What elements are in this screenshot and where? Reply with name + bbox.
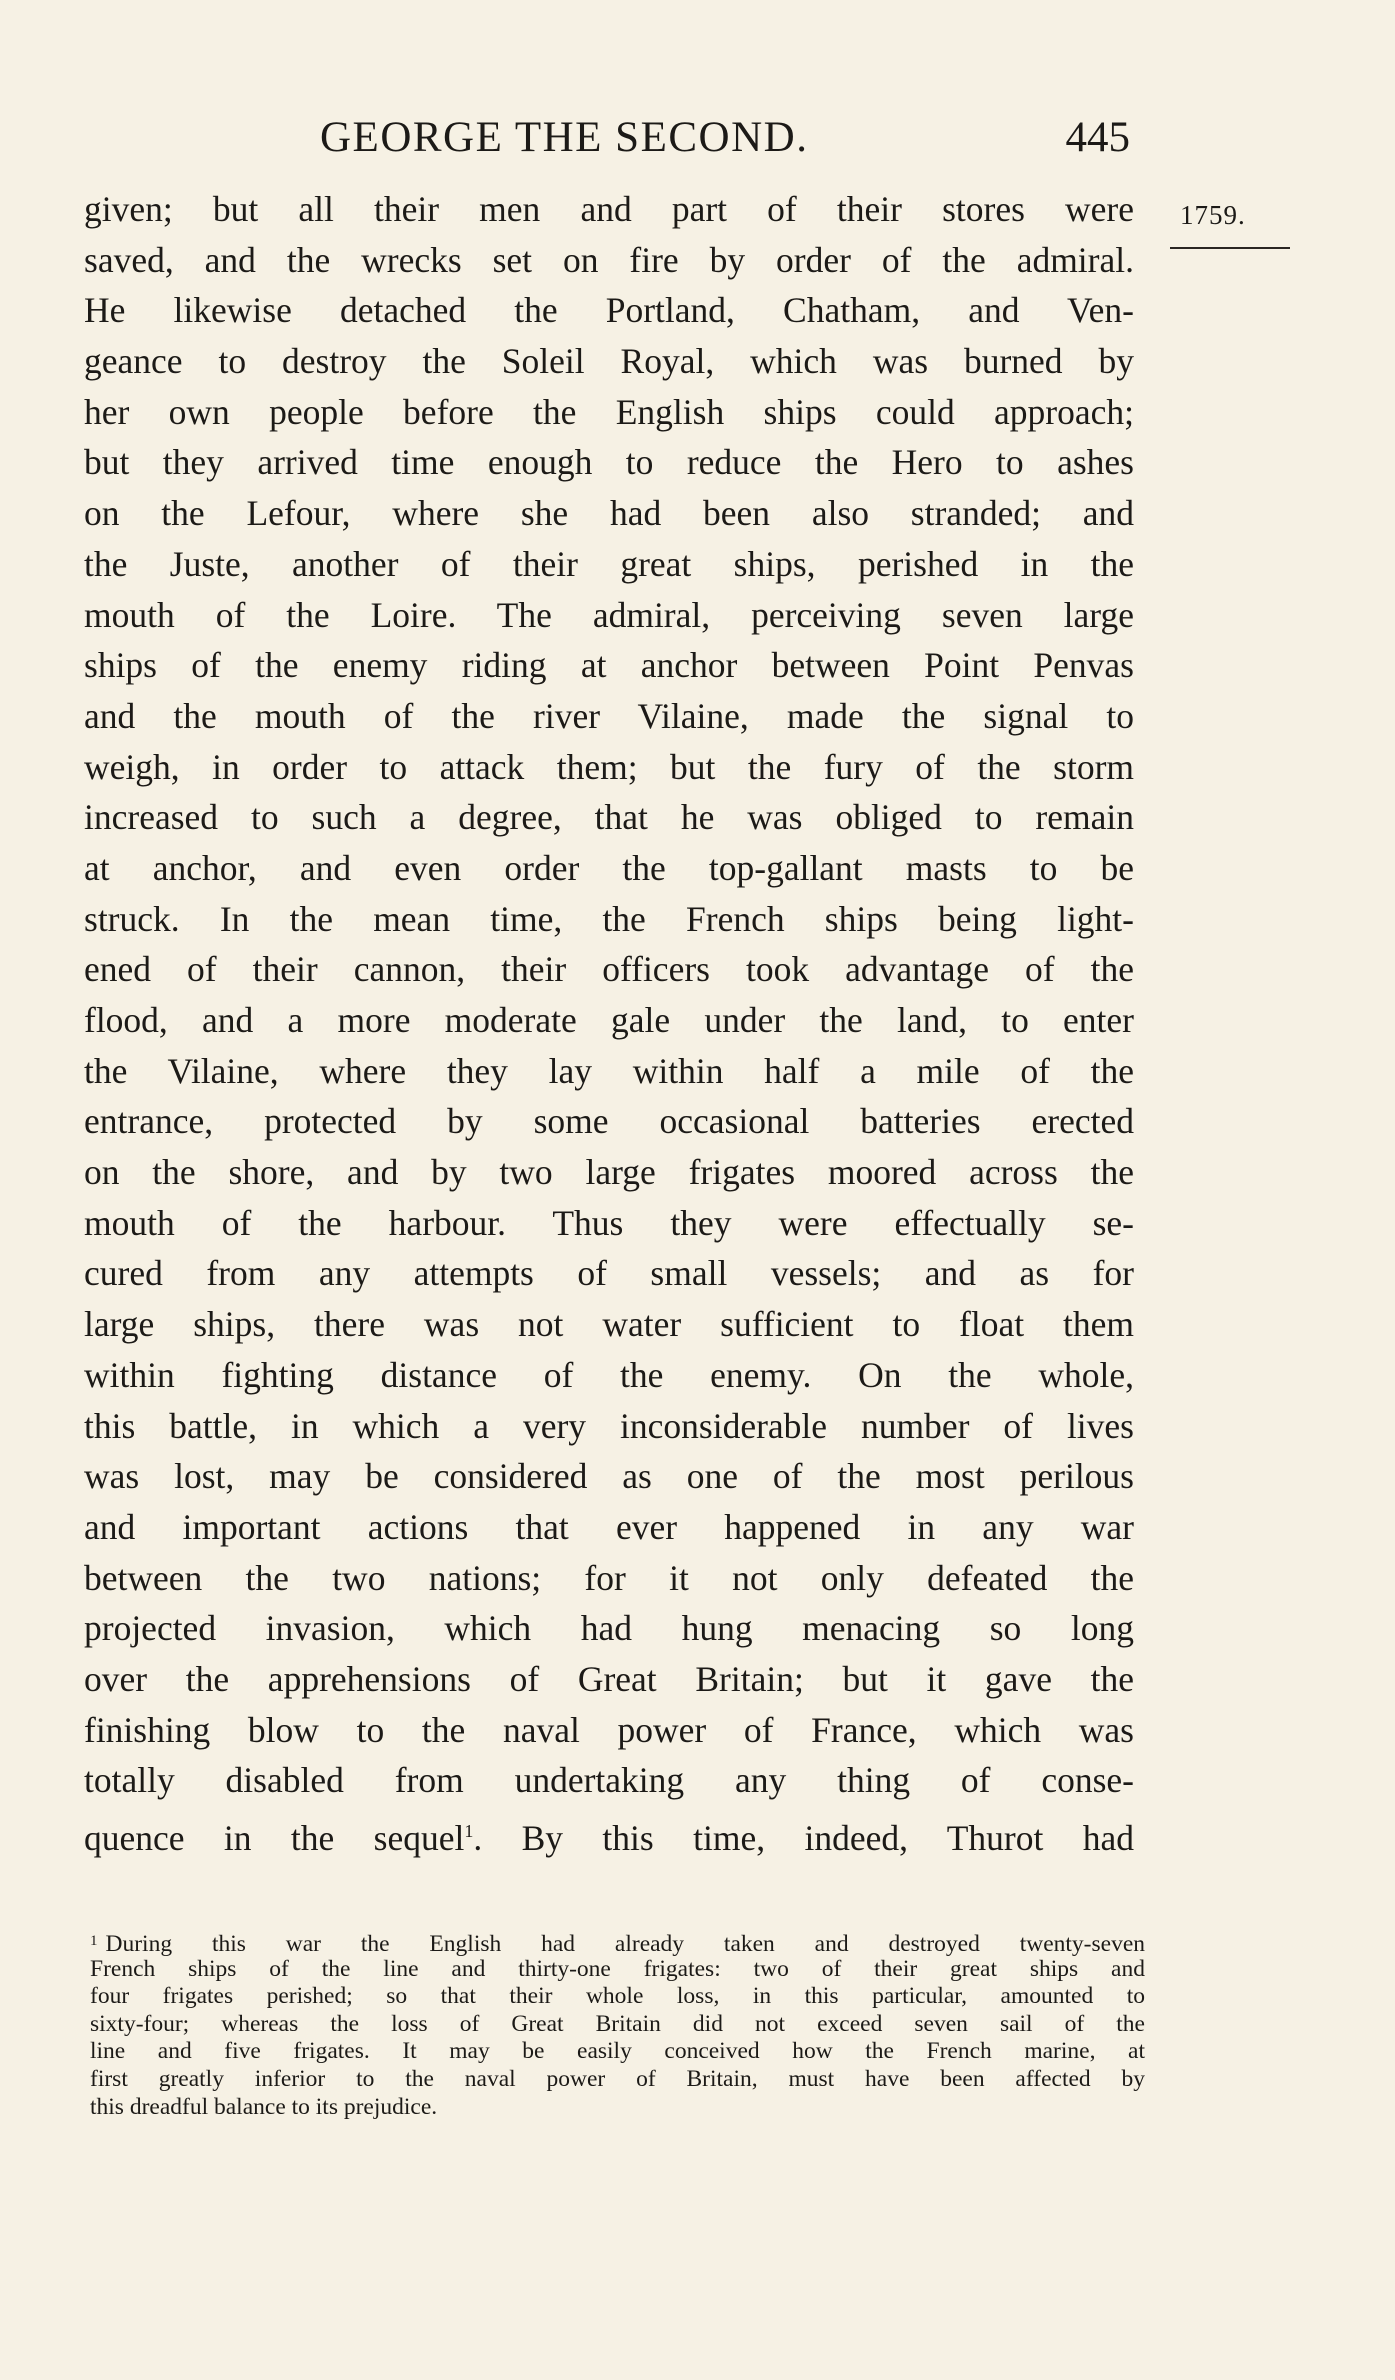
text-line: cured from any attempts of small vessels; and as for (84, 1253, 1134, 1294)
text-line: mouth of the Loire. The admiral, perceiving seven large (84, 594, 1134, 635)
text-line: large ships, there was not water sufficient to float them (84, 1304, 1134, 1345)
footnote-first-line: During this war the English had already taken and destroyed twenty-seven (105, 1931, 1145, 1957)
page-number: 445 (1065, 114, 1130, 161)
margin-rule (1170, 247, 1290, 249)
text-line: ships of the enemy riding at anchor between Point Penvas (84, 645, 1134, 686)
text-line: the Juste, another of their great ships, perished in the (84, 543, 1134, 584)
footnote-line: line and five frigates. It may be easily conceived how the French marine, at (90, 2038, 1145, 2065)
text-line: projected invasion, which had hung menacing so long (84, 1608, 1134, 1649)
text-line: finishing blow to the naval power of France, which was (84, 1709, 1134, 1750)
footnote-line: sixty-four; whereas the loss of Great Britain did not exceed seven sail of the (90, 2010, 1145, 2037)
text-line: flood, and a more moderate gale under the land, to enter (84, 1000, 1134, 1040)
footnote-marker: 1 (90, 1933, 98, 1949)
text-line: but they arrived time enough to reduce the Hero to ashes (84, 442, 1134, 483)
text-line: increased to such a degree, that he was obliged to remain (84, 797, 1134, 838)
text-line: and the mouth of the river Vilaine, made the signal to (84, 695, 1134, 736)
footnote-reference[interactable]: 1 (464, 1821, 474, 1841)
footnote (90, 1928, 1145, 2121)
text-line: on the shore, and by two large frigates moored across the (84, 1152, 1134, 1193)
footnote-line: four frigates perished; so that their whole loss, in this particular, amounted to (90, 1983, 1145, 2010)
text-line: and important actions that ever happened in any war (84, 1506, 1134, 1547)
footnote-line (90, 1928, 1145, 1956)
text-line: weigh, in order to attack them; but the fury of the storm (84, 746, 1134, 787)
text-line: between the two nations; for it not only defeated the (84, 1557, 1134, 1598)
text-line: saved, and the wrecks set on fire by order of the admiral. (84, 239, 1134, 280)
text-line: entrance, protected by some occasional batteries erected (84, 1101, 1134, 1142)
text-line: her own people before the English ships could approach; (84, 391, 1134, 432)
text-line: struck. In the mean time, the French ships being light- (84, 898, 1134, 939)
text-line: totally disabled from undertaking any thing of conse- (84, 1760, 1134, 1801)
last-line-start: quence in the sequel (84, 1817, 465, 1858)
body-text (84, 184, 1134, 1857)
text-line: the Vilaine, where they lay within half a mile of the (84, 1050, 1134, 1091)
footnote-line: this dreadful balance to its prejudice. (90, 2093, 438, 2120)
footnote-line: first greatly inferior to the naval power of Britain, must have been affected by (90, 2065, 1145, 2092)
running-title: GEORGE THE SECOND. (320, 114, 809, 161)
text-line: given; but all their men and part of their stores were (84, 189, 1134, 229)
text-line: over the apprehensions of Great Britain; but it gave the (84, 1658, 1134, 1699)
text-line: ened of their cannon, their officers took advantage of the (84, 949, 1134, 990)
text-line: at anchor, and even order the top-gallant masts to be (84, 847, 1134, 888)
margin-year: 1759. (1180, 200, 1246, 230)
text-line: within fighting distance of the enemy. On the whole, (84, 1354, 1134, 1395)
text-line: mouth of the harbour. Thus they were effectually se- (84, 1202, 1134, 1243)
footnote-line: French ships of the line and thirty-one frigates: two of their great ships and (90, 1955, 1145, 1982)
text-line: on the Lefour, where she had been also stranded; and (84, 493, 1134, 534)
text-line: geance to destroy the Soleil Royal, which was burned by (84, 341, 1134, 382)
text-line: He likewise detached the Portland, Chatham, and Ven- (84, 290, 1134, 331)
text-line: was lost, may be considered as one of the most perilous (84, 1456, 1134, 1497)
text-line-last (84, 1806, 1134, 1857)
last-line-end: . By this time, indeed, Thurot had (473, 1817, 1134, 1858)
running-head (80, 108, 1130, 168)
text-line: this battle, in which a very inconsiderable number of lives (84, 1405, 1134, 1446)
